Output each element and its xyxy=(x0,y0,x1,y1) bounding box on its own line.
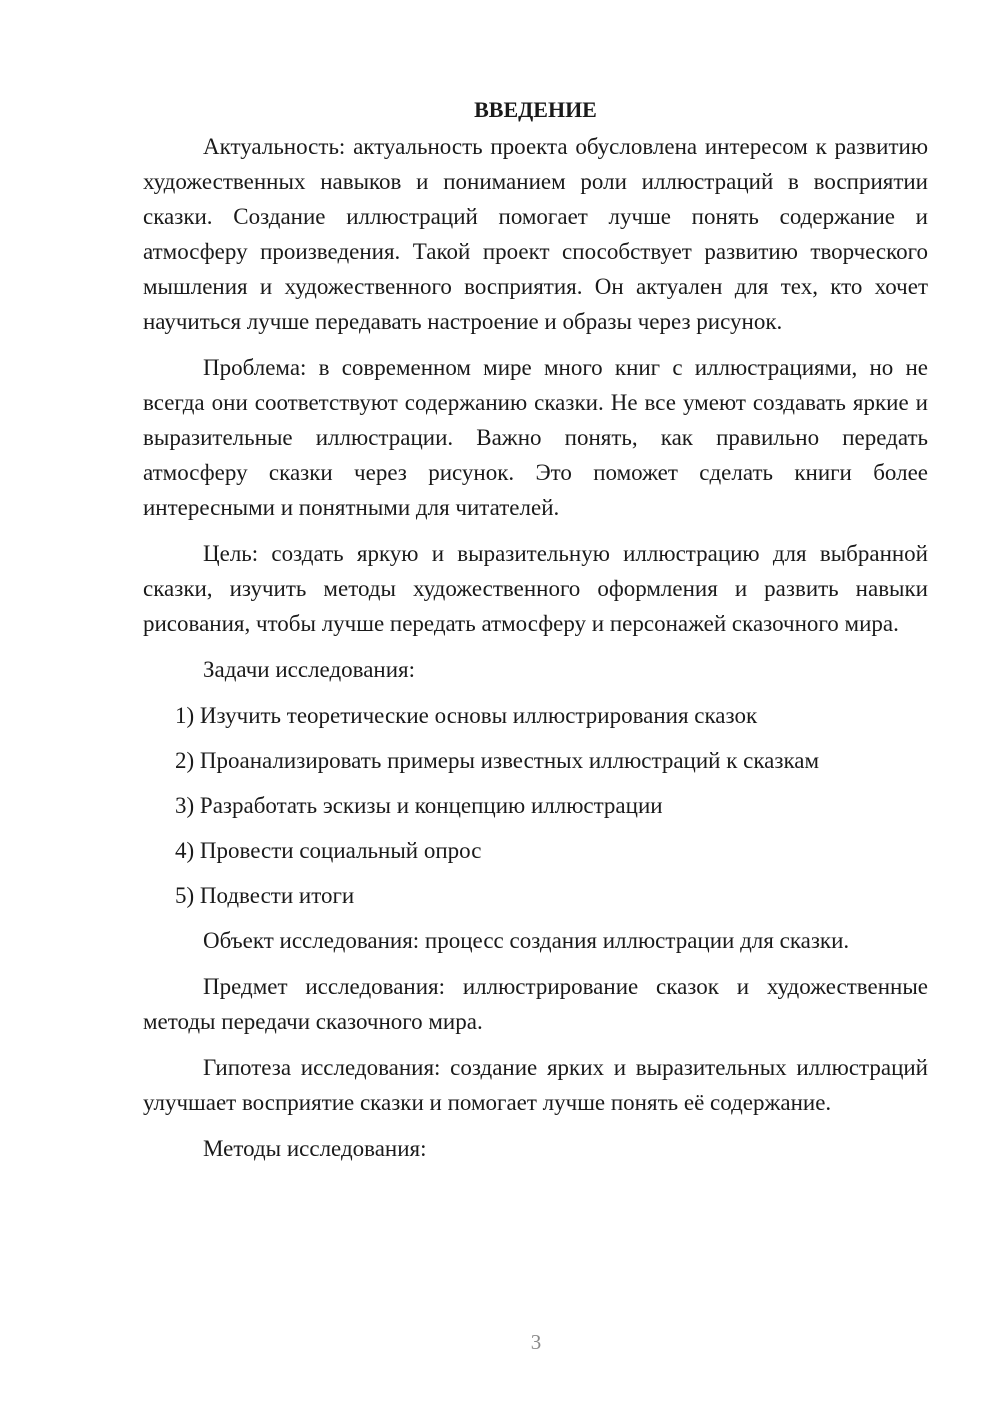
page-number: 3 xyxy=(530,1330,542,1354)
methods-heading: Методы исследования: xyxy=(203,1136,427,1161)
list-item: 4) Провести социальный опрос xyxy=(175,838,482,863)
document-page xyxy=(143,92,928,1177)
paragraph-hypothesis: Гипотеза исследования: создание ярких и выразительных иллюстраций улучшает восприятие сказки и помогает лучше понять её содержание. xyxy=(143,1055,928,1115)
paragraph-subject: Предмет исследования: иллюстрирование сказок и художественные методы передачи сказочного мира. xyxy=(143,974,928,1034)
tasks-list xyxy=(143,698,928,913)
paragraph-problem: Проблема: в современном мире много книг с иллюстрациями, но не всегда они соответствуют содержанию сказки. Не все умеют создавать яркие и выразительные иллюстрации. Важно понять, как правильно передать атмосферу сказки через рисунок. Это поможет сделать книги более интересными и понятными для читателей. xyxy=(143,355,928,520)
paragraph-relevance: Актуальность: актуальность проекта обусловлена интересом к развитию художественных навыков и пониманием роли иллюстраций в восприятии сказки. Создание иллюстраций помогает лучше понять содержание и атмосферу произведения. Такой проект способствует развитию творческого мышления и художественного восприятия. Он актуален для тех, кто хочет научиться лучше передавать настроение и образы через рисунок. xyxy=(143,134,928,334)
page-title: ВВЕДЕНИЕ xyxy=(474,97,597,122)
paragraph-object: Объект исследования: процесс создания иллюстрации для сказки. xyxy=(203,928,850,953)
list-item: 3) Разработать эскизы и концепцию иллюстрации xyxy=(175,793,663,818)
paragraph-goal: Цель: создать яркую и выразительную иллюстрацию для выбранной сказки, изучить методы художественного оформления и развить навыки рисования, чтобы лучше передать атмосферу и персонажей сказочного мира. xyxy=(143,541,928,636)
list-item: 1) Изучить теоретические основы иллюстрирования сказок xyxy=(175,703,758,728)
tasks-heading: Задачи исследования: xyxy=(203,657,416,682)
list-item: 5) Подвести итоги xyxy=(175,883,355,908)
list-item: 2) Проанализировать примеры известных иллюстраций к сказкам xyxy=(175,748,820,773)
